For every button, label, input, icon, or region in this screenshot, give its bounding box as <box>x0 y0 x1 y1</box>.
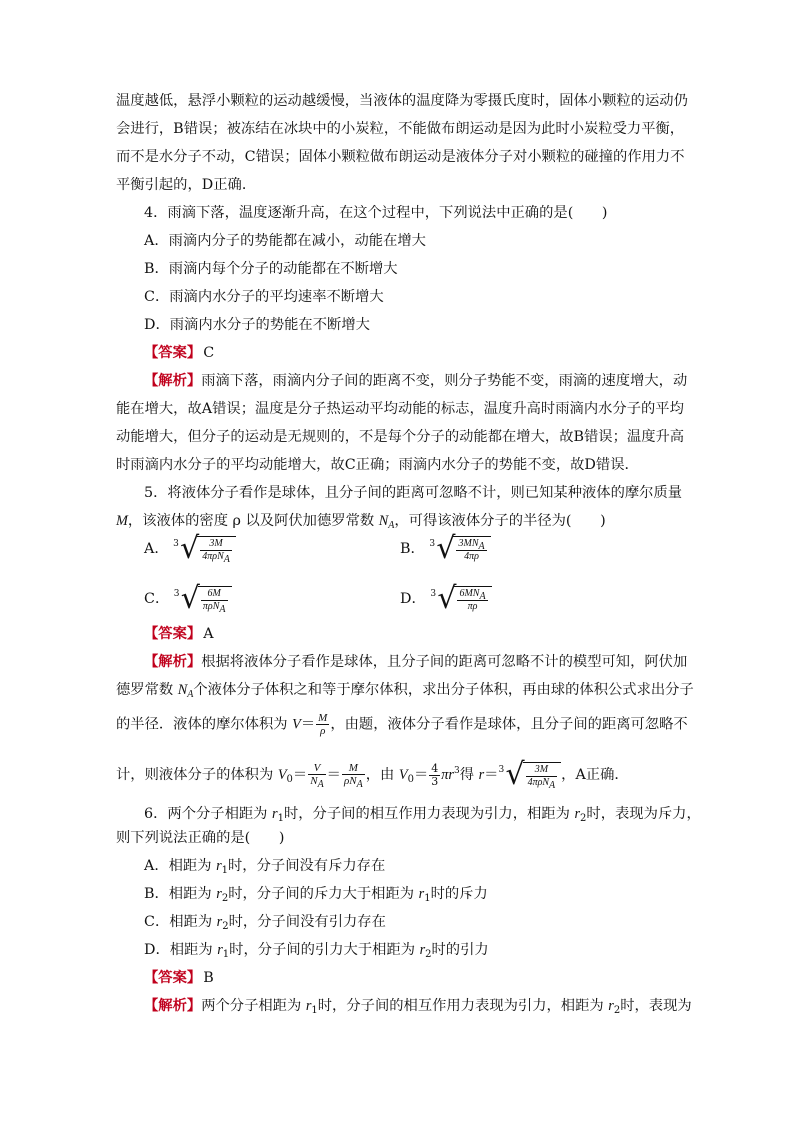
radical-sign: √ <box>505 757 525 792</box>
symbol-r: r <box>608 998 614 1014</box>
denominator: 4πρN <box>202 550 224 562</box>
denominator: ρN <box>343 775 357 787</box>
denominator: πρ <box>467 600 478 612</box>
equals: ＝ <box>484 767 499 783</box>
symbol-n: N <box>378 513 389 529</box>
numerator: 3M <box>200 538 232 551</box>
denominator: 3 <box>431 774 439 788</box>
q4-option-a: A．雨滴内分子的势能都在减小，动能在增大 <box>144 233 426 249</box>
numerator: M <box>342 762 365 775</box>
fraction <box>316 712 329 737</box>
subscript-2: 2 <box>580 813 587 824</box>
subscript-1: 1 <box>311 1005 318 1016</box>
option-label: C． <box>144 591 170 607</box>
symbol-n: N <box>177 682 188 698</box>
analysis-text: ，由题，液体分子看作是球体，且分子间的距离可忽略不 <box>330 716 688 733</box>
root-index: 3 <box>173 589 180 599</box>
analysis-text: 计，则液体分子的体积为 <box>116 767 278 783</box>
denominator: 4πρN <box>527 776 550 788</box>
analysis-tag: 【解析】 <box>144 998 202 1014</box>
q5-analysis-2 <box>116 680 694 702</box>
analysis-text: 德罗常数 <box>116 682 178 698</box>
q5-stem-1: 5．将液体分子看作是球体，且分子间的距离可忽略不计，则已知某种液体的摩尔质量 <box>144 485 683 501</box>
symbol-r: r <box>418 886 425 902</box>
cube-root <box>430 581 491 616</box>
option-text: A．相距为 <box>144 858 217 874</box>
option-text: 时，分子间没有引力存在 <box>228 914 386 930</box>
analysis-text: 得 <box>459 767 479 783</box>
analysis-text: 两个分子相距为 <box>201 998 306 1014</box>
subscript-2: 2 <box>613 1005 621 1016</box>
q4-option-b: B．雨滴内每个分子的动能都在不断增大 <box>144 261 398 277</box>
subscript-2: 2 <box>222 921 229 932</box>
equals: ＝ <box>300 716 316 733</box>
subscript-a: A <box>317 779 324 790</box>
numerator: V <box>308 762 325 775</box>
q6-stem-1 <box>144 804 701 826</box>
option-text: C．相距为 <box>144 914 217 930</box>
symbol-m: M <box>116 513 128 529</box>
fraction <box>342 762 365 788</box>
subscript-1: 1 <box>221 865 229 876</box>
intro-line-1: 温度越低，悬浮小颗粒的运动越缓慢，当液体的温度降为零摄氏度时，固体小颗粒的运动仍 <box>116 93 688 109</box>
q6-analysis-1 <box>144 996 692 1018</box>
numerator: 4 <box>431 761 439 775</box>
q5-answer <box>144 624 214 644</box>
symbol-r: r <box>419 942 426 958</box>
subscript-a: A <box>223 553 230 565</box>
numerator: 6M <box>201 588 228 601</box>
q4-analysis-4: 时雨滴内水分子的平均动能增大，故C正确；雨滴内水分子的势能不变，故D错误． <box>116 457 639 473</box>
pi-r: πr <box>441 767 454 783</box>
root-index: 3 <box>430 589 437 599</box>
numerator: 3M <box>526 764 558 777</box>
analysis-text: 时，分子间的相互作用力表现为引力，相距为 <box>317 998 609 1014</box>
subscript-a: A <box>478 540 485 552</box>
radical-sign: √ <box>437 581 457 616</box>
subscript-zero: 0 <box>407 774 414 785</box>
q5-stem-2 <box>116 511 606 533</box>
q5-option-c <box>144 581 232 616</box>
root-index: 3 <box>429 539 436 549</box>
answer-tag: 【答案】 <box>144 970 202 986</box>
symbol-r: r <box>478 767 485 783</box>
symbol-r: r <box>216 858 222 874</box>
option-text: 时的引力 <box>431 942 489 958</box>
stem-text: ，可得该液体分子的半径为( ) <box>394 513 606 529</box>
subscript-1: 1 <box>222 949 230 960</box>
intro-line-3: 而不是水分子不动，C错误；固体小颗粒做布朗运动是液体分子对小颗粒的碰撞的作用力不 <box>116 149 685 165</box>
analysis-tag: 【解析】 <box>144 373 202 389</box>
q5-analysis-3 <box>116 712 688 737</box>
analysis-text: ，A正确． <box>561 767 629 783</box>
symbol-r: r <box>272 806 278 822</box>
intro-line-2: 会进行，B错误；被冻结在冰块中的小炭粒，不能做布朗运动是因为此时小炭粒受力平衡， <box>116 121 685 137</box>
q4-answer <box>144 343 214 363</box>
q5-analysis-1 <box>144 652 687 672</box>
q4-analysis-1 <box>144 371 687 391</box>
symbol-r: r <box>305 998 312 1014</box>
superscript-3: 3 <box>453 766 460 776</box>
subscript-a: A <box>356 779 363 790</box>
option-text: D．相距为 <box>144 942 218 958</box>
q6-option-c <box>144 912 386 934</box>
option-text: 时，分子间的斥力大于相距为 <box>228 886 419 902</box>
denominator: ρ <box>320 725 326 737</box>
equals: ＝ <box>292 767 308 783</box>
symbol-v: V <box>398 767 408 783</box>
analysis-text: 个液体分子体积之和等于摩尔体积，求出分子体积，再由球的体积公式求出分子 <box>193 682 694 698</box>
q4-option-c: C．雨滴内水分子的平均速率不断增大 <box>144 289 384 305</box>
subscript-zero: 0 <box>286 774 293 785</box>
answer-value: A <box>203 626 214 642</box>
stem-text: 时，表现为斥力， <box>586 806 701 822</box>
subscript-1: 1 <box>424 893 431 904</box>
analysis-text: 雨滴下落，雨滴内分子间的距离不变，则分子势能不变，雨滴的速度增大，动 <box>201 373 688 389</box>
option-text: 时的斥力 <box>430 886 488 902</box>
answer-tag: 【答案】 <box>144 345 202 361</box>
option-text: 时，分子间的引力大于相距为 <box>229 942 420 958</box>
intro-line-4: 平衡引起的，D正确． <box>116 177 257 193</box>
q5-option-a <box>144 531 236 566</box>
option-label: A． <box>144 541 169 557</box>
cube-root <box>429 531 490 566</box>
symbol-v: V <box>277 767 287 783</box>
q6-option-a <box>144 856 385 878</box>
subscript-a: A <box>479 590 486 602</box>
denominator: N <box>310 775 318 787</box>
cube-root <box>173 531 236 566</box>
option-label: D． <box>400 591 426 607</box>
q4-analysis-2: 能在增大，故A错误；温度是分子热运动平均动能的标志，温度升高时雨滴内水分子的平均 <box>116 401 684 417</box>
option-text: 时，分子间没有斥力存在 <box>228 858 386 874</box>
radical-sign: √ <box>180 581 200 616</box>
subscript-2: 2 <box>221 893 229 904</box>
subscript-2: 2 <box>425 949 432 960</box>
answer-tag: 【答案】 <box>144 626 202 642</box>
subscript-a: A <box>549 779 556 791</box>
q6-option-d <box>144 940 489 962</box>
subscript-a: A <box>388 520 395 531</box>
answer-value: C <box>203 345 215 361</box>
analysis-tag: 【解析】 <box>144 654 202 670</box>
q4-stem: 4．雨滴下落，温度逐渐升高，在这个过程中，下列说法中正确的是( ) <box>144 205 608 221</box>
subscript-a: A <box>187 689 194 700</box>
stem-text: ，该液体的密度 ρ 以及阿伏加德罗常数 <box>127 513 379 529</box>
q6-stem-2: 则下列说法正确的是( ) <box>116 830 285 846</box>
cube-root <box>173 581 232 616</box>
option-text: B．相距为 <box>144 886 217 902</box>
stem-text: 时，分子间的相互作用力表现为引力，相距为 <box>283 806 575 822</box>
q4-analysis-3: 动能增大，但分子的运动是无规则的，不是每个分子的动能都在增大，故B错误；温度升高 <box>116 429 685 445</box>
radical-sign: √ <box>180 531 200 566</box>
analysis-text: 时，表现为 <box>620 998 692 1014</box>
option-label: B． <box>400 541 425 557</box>
q5-analysis-4 <box>116 757 629 792</box>
subscript-a: A <box>219 603 226 615</box>
symbol-r: r <box>216 886 222 902</box>
symbol-r: r <box>574 806 581 822</box>
subscript-1: 1 <box>277 813 284 824</box>
denominator: πρN <box>202 600 220 612</box>
cube-root <box>498 757 561 792</box>
stem-text: 6．两个分子相距为 <box>144 806 273 822</box>
analysis-text: ，由 <box>365 767 399 783</box>
analysis-text: 根据将液体分子看作是球体，且分子间的距离可忽略不计的模型可知，阿伏加 <box>201 654 688 670</box>
radical-sign: √ <box>436 531 456 566</box>
q5-option-d <box>400 581 492 616</box>
numerator: 6MN <box>459 587 480 599</box>
symbol-v: V <box>292 716 301 733</box>
q5-option-b <box>400 531 491 566</box>
denominator: 4πρ <box>464 550 479 562</box>
fraction <box>308 762 325 788</box>
equals: ＝ <box>413 767 429 783</box>
equals: ＝ <box>326 767 341 783</box>
q4-option-d: D．雨滴内水分子的势能在不断增大 <box>144 317 370 333</box>
symbol-r: r <box>217 942 223 958</box>
q6-answer <box>144 968 214 988</box>
numerator: 3MN <box>458 537 479 549</box>
root-index: 3 <box>173 539 179 549</box>
answer-value: B <box>203 970 214 986</box>
fraction <box>429 763 440 788</box>
q6-option-b <box>144 884 488 906</box>
analysis-text: 的半径．液体的摩尔体积为 <box>116 716 293 733</box>
root-index: 3 <box>498 765 505 775</box>
numerator: M <box>318 712 328 724</box>
symbol-r: r <box>216 914 223 930</box>
